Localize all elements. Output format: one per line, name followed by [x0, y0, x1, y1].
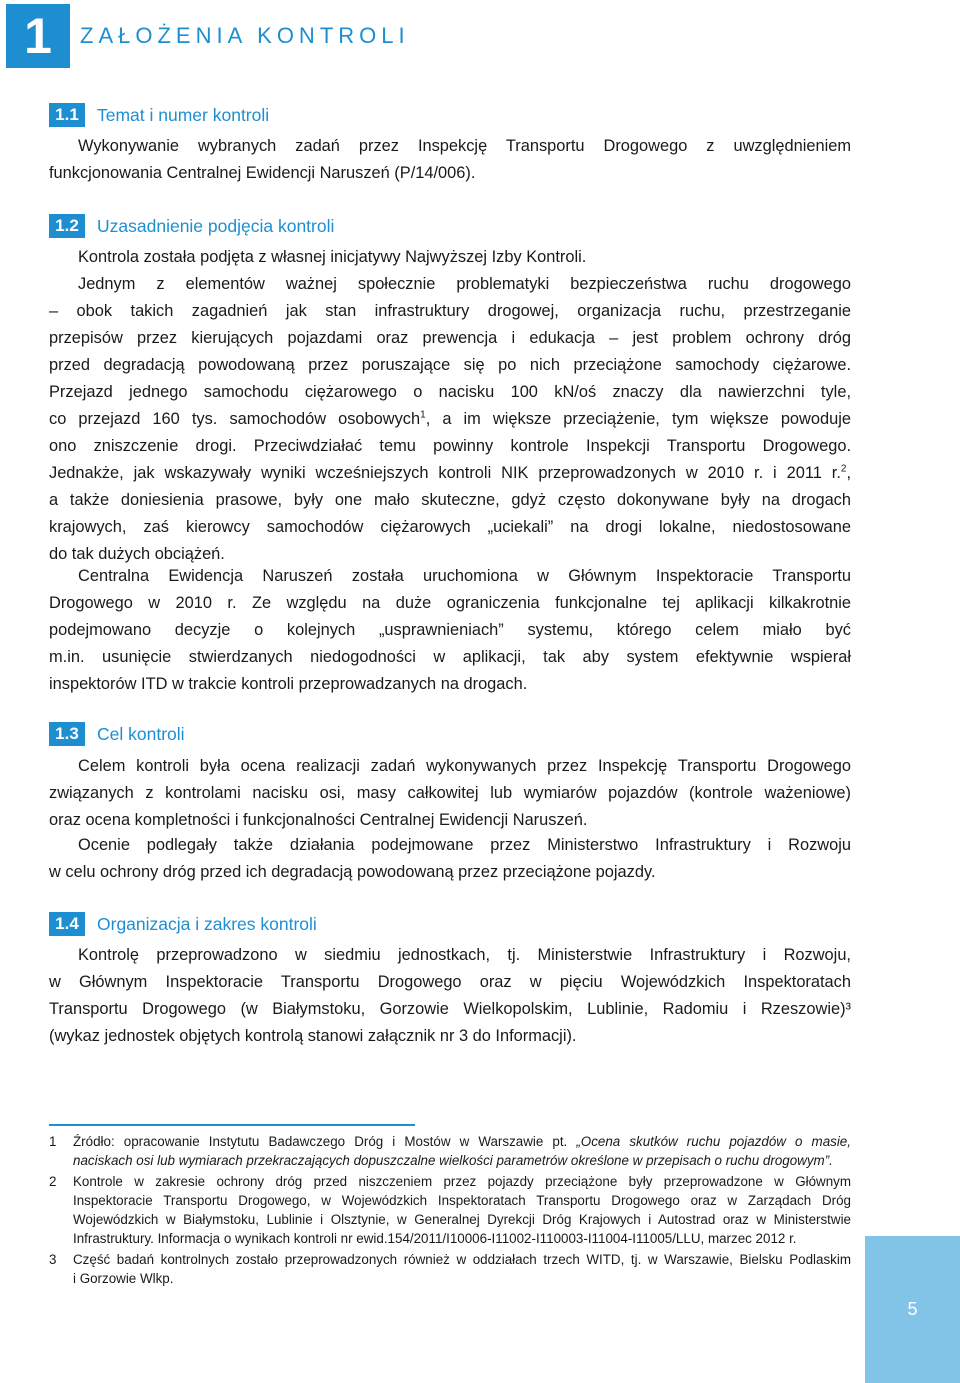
footnote-ref-1[interactable]: 1 [420, 409, 426, 421]
section-1-4-heading [49, 912, 317, 936]
section-title: Cel kontroli [97, 723, 185, 744]
section-1-4-text: Kontrolę przeprowadzono w siedmiu jednostkach, tj. Ministerstwie Infrastruktury i Rozwoju, w Głównym Inspektoracie Transportu Drogowego oraz w pięciu Wojewódzkich Inspektoratach Transportu Drogowego (w Białymstoku, Gorzowie Wielkopolskim, Lublinie, Radomiu i Rzeszowie)³ (wykaz jednostek objętych kontrolą stanowi załącznik nr 3 do Informacji). [49, 946, 851, 1045]
section-number: 1.1 [49, 103, 85, 127]
section-1-1-heading [49, 103, 269, 127]
chapter-number-box [6, 4, 70, 68]
section-1-3-paragraph-1: Celem kontroli była ocena realizacji zadań wykonywanych przez Inspekcję Transportu Drogowego związanych z kontrolami nacisku osi, masy całkowitej lub wymiarów pojazdów (kontrole ważeniowe) oraz ocena kompletności i funkcjonalności Centralnej Ewidencji Naruszeń. [49, 757, 851, 829]
section-title: Temat i numer kontroli [97, 104, 270, 125]
footnote-1: 1 Źródło: opracowanie Instytutu Badawczego Dróg i Mostów w Warszawie pt. „Ocena skutków ruchu pojazdów o masie, naciskach osi lub wymiarach przekraczających dopuszczalne wielkości parametrów określone w przepisach o ruchu drogowym”. [49, 1134, 851, 1168]
section-title: Organizacja i zakres kontroli [97, 913, 317, 934]
chapter-title: ZAŁOŻENIA KONTROLI [80, 23, 410, 48]
section-1-3-paragraph-2: Ocenie podlegały także działania podejmowane przez Ministerstwo Infrastruktury i Rozwoju w celu ochrony dróg przed ich degradacją powodowaną przez przeciążone pojazdy. [49, 836, 851, 881]
chapter-number: 1 [24, 8, 52, 64]
section-1-2-heading [49, 214, 334, 238]
section-1-2-paragraph-3: Centralna Ewidencja Naruszeń została uruchomiona w Głównym Inspektoracie Transportu Drogowego w 2010 r. Ze względu na duże ograniczenia funkcjonalne tej aplikacji kilkakrotnie podejmowano decyzje o kolejnych „usprawnieniach” systemu, którego celem miało być m.in. usunięcie stwierdzanych niedogodności w aplikacji, tak aby system efektywnie wspierał inspektorów ITD w trakcie kontroli przeprowadzanych na drogach. [49, 567, 851, 693]
section-1-3-heading [49, 722, 185, 746]
footnote-number: 1 [49, 1134, 57, 1149]
section-number: 1.3 [49, 722, 85, 746]
section-title: Uzasadnienie podjęcia kontroli [97, 215, 335, 236]
footnote-separator [49, 1124, 415, 1126]
footnote-2: 2 Kontrole w zakresie ochrony dróg przed niszczeniem przez pojazdy przeciążone były przeprowadzone w Głównym Inspektoracie Transportu Drogowego, w Wojewódzkich Inspektoratach Transportu Drogowego oraz w Zarządach Dróg Wojewódzkich w Białymstoku, Lublinie i Olsztynie, w Generalnej Dyrekcji Dróg Krajowych i Autostrad oraz w Ministerstwie Infrastruktury. Informacja o wynikach kontroli nr ewid.154/2011/I10006-I11002-I110003-I11004-I11005/LLU, marzec 2012 r. [49, 1174, 851, 1246]
page-number: 5 [907, 1299, 918, 1319]
section-1-1-text: Wykonywanie wybranych zadań przez Inspekcję Transportu Drogowego z uwzględnieniem funkcjonowania Centralnej Ewidencji Naruszeń (P/14/006). [49, 137, 851, 182]
footnote-number: 2 [49, 1174, 57, 1189]
section-number: 1.4 [49, 912, 85, 936]
footnote-ref-2[interactable]: 2 [840, 463, 847, 475]
section-number: 1.2 [49, 214, 85, 238]
footnote-3: 3 Część badań kontrolnych zostało przeprowadzonych również w oddziałach trzech WITD, tj. w Warszawie, Bielsku Podlaskim i Gorzowie Wlkp. [49, 1252, 851, 1286]
section-1-2-paragraph-1: Kontrola została podjęta z własnej inicjatywy Najwyższej Izby Kontroli. [78, 248, 587, 266]
page-number-box [865, 1236, 960, 1383]
footnote-number: 3 [49, 1252, 57, 1267]
section-1-2-paragraph-2: Jednym z elementów ważnej społecznie problematyki bezpieczeństwa ruchu drogowego – obok takich zagadnień jak stan infrastruktury drogowej, organizacja ruchu, przestrzeganie przepisów przez kierujących pojazdami oraz prewencja i edukacja – jest problem ochrony dróg przed degradacją powodowaną przez poruszające się po nich przeciążone samochody ciężarowe. Przejazd jednego samochodu ciężarowego o nacisku 100 kN/oś znaczy dla nawierzchni tyle, co przejazd 160 tys. samochodów osobowych$^1$, a im większe przeciążenie, tym większe powoduje ono zniszczenie drogi. Przeciwdziałać temu powinny kontrole Inspekcji Transportu Drogowego. Jednakże, jak wskazywały wyniki wcześniejszych kontroli NIK przeprowadzonych w 2010 r. i 2011 r.$^2$, a także doniesienia prasowe, były one mało skuteczne, gdyż często dokonywane były na drogach krajowych, zaś kierowcy samochodów ciężarowych „uciekali” na drogi lokalne, niedostosowane do tak dużych obciążeń. [49, 275, 851, 563]
